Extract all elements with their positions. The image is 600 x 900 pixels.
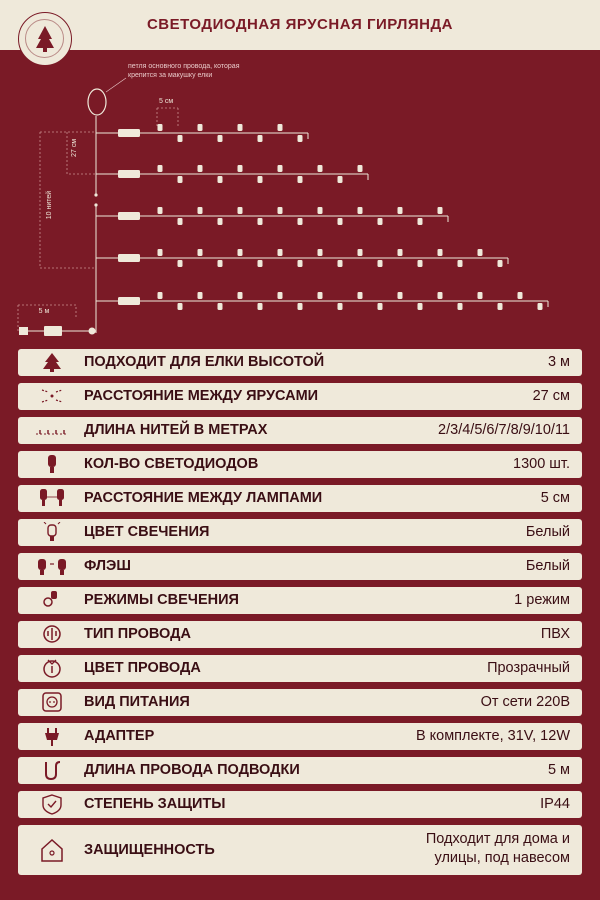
tier-4-bulb — [278, 249, 283, 256]
spec-row — [18, 553, 582, 580]
tier-5-connector — [118, 297, 140, 305]
page-title: СВЕТОДИОДНАЯ ЯРУСНАЯ ГИРЛЯНДА — [146, 16, 454, 33]
tier-4-bulb — [378, 260, 383, 267]
spec-value: В комплекте, 31V, 12W — [415, 728, 570, 744]
spec-value: От сети 220В — [480, 694, 570, 710]
tier-4-bulb — [158, 249, 163, 256]
lead-wire-label: 5 м — [38, 308, 50, 315]
tier-2-bulb — [358, 165, 363, 172]
tier-3-connector — [118, 212, 140, 220]
wire-color-icon — [26, 658, 78, 679]
spec-value: 1300 шт. — [513, 456, 570, 472]
tier-5-bulb — [418, 303, 423, 310]
tier-5-bulb — [438, 292, 443, 299]
tier-1-bulb — [278, 124, 283, 131]
tier-3-bulb — [318, 207, 323, 214]
tier-4-bulb — [458, 260, 463, 267]
tier-2-bulb — [238, 165, 243, 172]
tier-3-bulb — [258, 218, 263, 225]
led-count-icon — [26, 454, 78, 475]
tier-5-bulb — [318, 292, 323, 299]
adapter-plug-icon — [26, 726, 78, 747]
tier-1-bulb — [158, 124, 163, 131]
tier-5-bulb — [178, 303, 183, 310]
tier-4-bulb — [478, 249, 483, 256]
spec-value: ПВХ — [540, 626, 570, 642]
connector-ball — [89, 328, 96, 335]
tier-4-bulb — [338, 260, 343, 267]
spec-label: ТИП ПРОВОДА — [84, 626, 191, 642]
tier-2-bulb — [298, 176, 303, 183]
tier-5-bulb — [238, 292, 243, 299]
spec-row — [18, 825, 582, 875]
spacing-guide — [157, 108, 178, 126]
wire-start-dot — [94, 203, 97, 206]
power-socket-icon — [26, 692, 78, 713]
tier-4-bulb — [258, 260, 263, 267]
spec-label: ВИД ПИТАНИЯ — [84, 694, 190, 710]
tier-1-bulb — [238, 124, 243, 131]
tier-4-bulb — [358, 249, 363, 256]
hanging-loop — [88, 89, 106, 115]
tier-3-bulb — [178, 218, 183, 225]
tier-3-bulb — [338, 218, 343, 225]
spec-row — [18, 587, 582, 614]
adapter-box — [44, 326, 62, 336]
tier-5-bulb — [378, 303, 383, 310]
flash-icon — [26, 556, 78, 577]
spec-label: РЕЖИМЫ СВЕЧЕНИЯ — [84, 592, 239, 608]
plug-body — [19, 327, 28, 335]
tier-3-bulb — [218, 218, 223, 225]
tier-5-bulb — [458, 303, 463, 310]
tier-4-bulb — [318, 249, 323, 256]
tier-5-bulb — [258, 303, 263, 310]
tier-5-bulb — [198, 292, 203, 299]
spec-row — [18, 349, 582, 376]
spec-value-line1: Подходит для дома и — [425, 831, 570, 847]
spec-value-line2: улицы, под навесом — [434, 850, 570, 866]
tier-5-bulb — [338, 303, 343, 310]
spec-label: ЦВЕТ ПРОВОДА — [84, 660, 201, 676]
spec-row — [18, 485, 582, 512]
lead-wire-icon — [26, 760, 78, 781]
tier-4-bulb — [238, 249, 243, 256]
tier-2-bulb — [278, 165, 283, 172]
spec-value: 3 м — [547, 354, 570, 370]
tier-2-bulb — [338, 176, 343, 183]
tier-3-bulb — [378, 218, 383, 225]
tier-1-bulb — [198, 124, 203, 131]
tier-4-bulb — [298, 260, 303, 267]
spec-label: ПОДХОДИТ ДЛЯ ЕЛКИ ВЫСОТОЙ — [84, 354, 325, 370]
tier-3-bulb — [418, 218, 423, 225]
tier-4-bulb — [418, 260, 423, 267]
spec-label: ЦВЕТ СВЕЧЕНИЯ — [84, 524, 210, 540]
spec-row — [18, 451, 582, 478]
tier-5-bulb — [518, 292, 523, 299]
lamp-spacing-icon — [26, 488, 78, 509]
spec-value: 2/3/4/5/6/7/8/9/10/11 — [438, 422, 570, 438]
tier-1-bulb — [218, 135, 223, 142]
spec-value: Прозрачный — [487, 660, 570, 676]
spec-row — [18, 757, 582, 784]
tier-5-bulb — [358, 292, 363, 299]
loop-note-line2: крепится за макушку елки — [128, 72, 213, 79]
strands-label: 10 нитей — [46, 190, 53, 220]
spec-row — [18, 383, 582, 410]
tier-3-bulb — [298, 218, 303, 225]
tier-1-bulb — [178, 135, 183, 142]
spec-label: ЗАЩИЩЕННОСТЬ — [84, 842, 215, 858]
tier-4-bulb — [438, 249, 443, 256]
spacing-label: 5 см — [159, 98, 174, 105]
tree-icon — [26, 352, 78, 373]
tier-5-bulb — [398, 292, 403, 299]
spec-row — [18, 519, 582, 546]
spec-value: 27 см — [532, 388, 570, 404]
tier-1-bulb — [298, 135, 303, 142]
spec-value: IP44 — [540, 796, 570, 812]
spec-label: СТЕПЕНЬ ЗАЩИТЫ — [84, 796, 226, 812]
tier-5-bulb — [478, 292, 483, 299]
spec-value: 5 м — [547, 762, 570, 778]
spec-value — [370, 830, 570, 870]
tier-2-bulb — [178, 176, 183, 183]
tier-3-bulb — [358, 207, 363, 214]
spec-row — [18, 791, 582, 818]
tier-3-bulb — [278, 207, 283, 214]
tier-gap-label: 27 см — [71, 138, 78, 158]
loop-leader-line — [106, 78, 126, 92]
spec-label: РАССТОЯНИЕ МЕЖДУ ЯРУСАМИ — [84, 388, 319, 404]
spec-label: КОЛ-ВО СВЕТОДИОДОВ — [84, 456, 259, 472]
spec-row — [18, 689, 582, 716]
spec-row — [18, 723, 582, 750]
tier-2-bulb — [258, 176, 263, 183]
tier-4-bulb — [178, 260, 183, 267]
tier-1-connector — [118, 129, 140, 137]
tier-2-bulb — [318, 165, 323, 172]
spec-label: АДАПТЕР — [84, 728, 155, 744]
glow-color-icon — [26, 522, 78, 543]
spec-value: 5 см — [540, 490, 570, 506]
tier-2-bulb — [158, 165, 163, 172]
tier-5-bulb — [218, 303, 223, 310]
spec-value: 1 режим — [514, 592, 570, 608]
tier-5-bulb — [298, 303, 303, 310]
garland-diagram — [0, 50, 600, 345]
tier-3-bulb — [238, 207, 243, 214]
tier-4-bulb — [198, 249, 203, 256]
spec-label: РАССТОЯНИЕ МЕЖДУ ЛАМПАМИ — [84, 490, 323, 506]
spec-label: ФЛЭШ — [84, 558, 131, 574]
tier-4-bulb — [398, 249, 403, 256]
tier-4-bulb — [498, 260, 503, 267]
house-icon — [26, 837, 78, 863]
spec-label: ДЛИНА НИТЕЙ В МЕТРАХ — [84, 422, 268, 438]
tier-4-bulb — [218, 260, 223, 267]
tier-5-bulb — [158, 292, 163, 299]
tier-5-bulb — [498, 303, 503, 310]
tier-3-bulb — [158, 207, 163, 214]
spec-row — [18, 655, 582, 682]
wire-end-dot — [94, 193, 97, 196]
tier-3-bulb — [198, 207, 203, 214]
tier-1-bulb — [258, 135, 263, 142]
tier-3-bulb — [438, 207, 443, 214]
spec-row — [18, 621, 582, 648]
tier-5-bulb — [538, 303, 543, 310]
spec-label: ДЛИНА ПРОВОДА ПОДВОДКИ — [84, 762, 300, 778]
wire-type-icon — [26, 624, 78, 645]
modes-icon — [26, 590, 78, 611]
strand-length-icon — [26, 420, 78, 441]
spec-row — [18, 417, 582, 444]
tier-3-bulb — [398, 207, 403, 214]
loop-note-line1: петля основного провода, которая — [128, 63, 240, 70]
tier-2-bulb — [218, 176, 223, 183]
spec-value: Белый — [525, 558, 570, 574]
tier-2-connector — [118, 170, 140, 178]
tier-4-connector — [118, 254, 140, 262]
tier-5-bulb — [278, 292, 283, 299]
spec-value: Белый — [525, 524, 570, 540]
tier-distance-icon — [26, 386, 78, 407]
shield-icon — [26, 794, 78, 815]
tier-2-bulb — [198, 165, 203, 172]
header-bar — [0, 0, 600, 50]
